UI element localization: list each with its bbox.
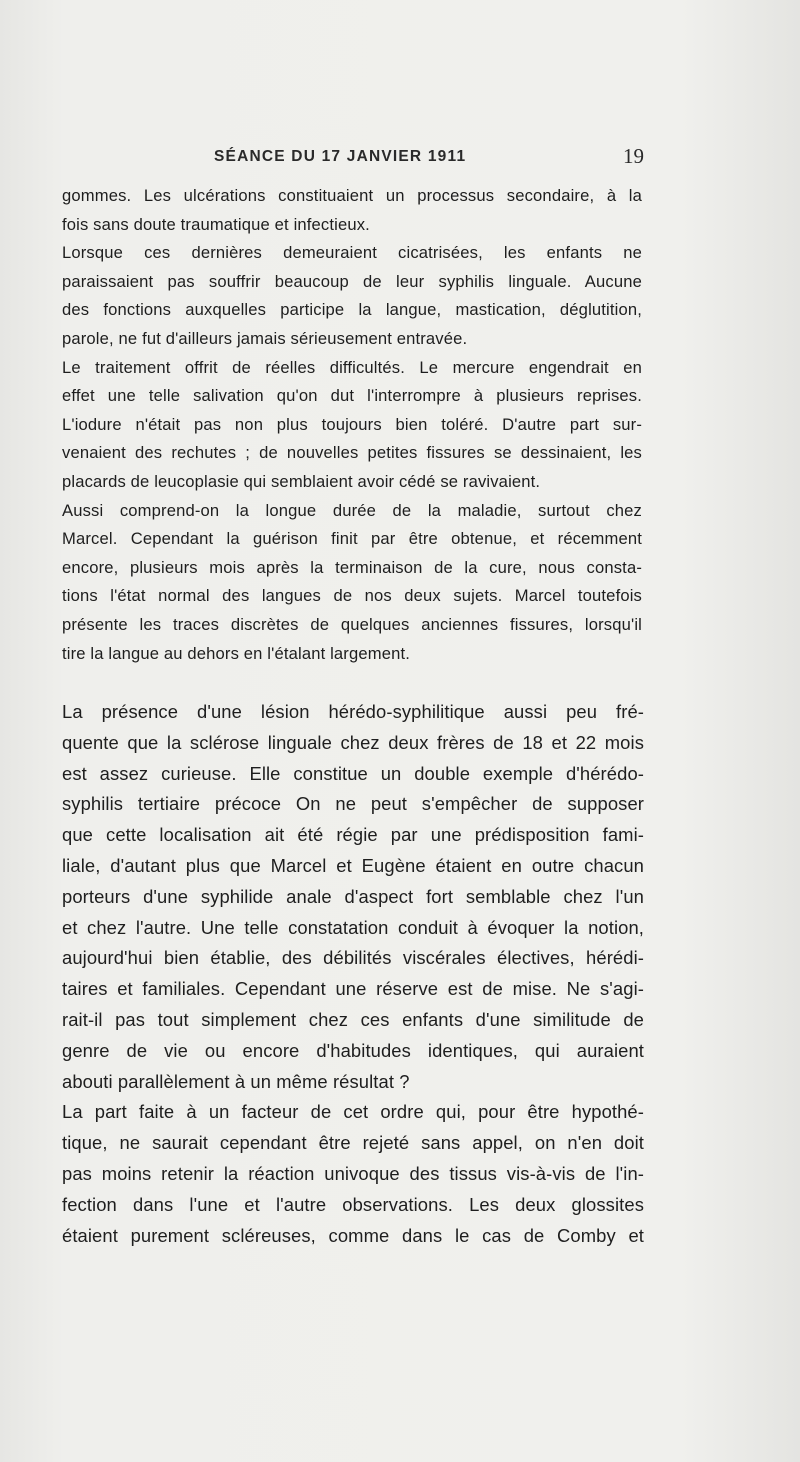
text-line: quente que la sclérose linguale chez deux frères de 18 et 22 mois — [62, 731, 644, 753]
paragraph — [62, 497, 642, 669]
page-header — [62, 146, 642, 176]
text-line: Lorsque ces dernières demeuraient cicatrisées, les enfants ne — [62, 243, 642, 263]
text-line: Aussi comprend-on la longue durée de la maladie, surtout chez — [62, 500, 642, 520]
running-head: SÉANCE DU 17 JANVIER 1911 — [214, 148, 467, 165]
text-line: présente les traces discrètes de quelques anciennes fissures, lorsqu'il — [62, 614, 642, 634]
paragraph — [62, 697, 644, 1097]
text-line: genre de vie ou encore d'habitudes identiques, qui auraient — [62, 1039, 644, 1061]
text-line: tire la langue au dehors en l'étalant largement. — [62, 643, 410, 663]
text-line: syphilis tertiaire précoce On ne peut s'empêcher de supposer — [62, 793, 644, 815]
text-line: Le traitement offrit de réelles difficultés. Le mercure engendrait en — [62, 357, 642, 377]
text-line: fection dans l'une et l'autre observations. Les deux glossites — [62, 1193, 644, 1215]
text-line: aujourd'hui bien établie, des débilités viscérales électives, hérédi- — [62, 947, 644, 969]
text-line: encore, plusieurs mois après la terminaison de la cure, nous consta- — [62, 557, 642, 577]
text-line: abouti parallèlement à un même résultat ? — [62, 1070, 410, 1092]
body-text-large — [62, 697, 644, 1251]
text-line: parole, ne fut d'ailleurs jamais sérieusement entravée. — [62, 328, 468, 348]
text-line: étaient purement scléreuses, comme dans le cas de Comby et — [62, 1224, 644, 1246]
text-line: gommes. Les ulcérations constituaient un processus secondaire, à la — [62, 186, 642, 205]
text-line: rait-il pas tout simplement chez ces enfants d'une similitude de — [62, 1008, 644, 1030]
paragraph — [62, 182, 642, 239]
text-line: liale, d'autant plus que Marcel et Eugène étaient en outre chacun — [62, 854, 644, 876]
paragraph — [62, 354, 642, 497]
text-line: L'iodure n'était pas non plus toujours bien toléré. D'autre part sur- — [62, 414, 642, 434]
text-line: La part faite à un facteur de cet ordre qui, pour être hypothé- — [62, 1101, 644, 1123]
body-text-small — [62, 182, 642, 668]
text-line: taires et familiales. Cependant une réserve est de mise. Ne s'agi- — [62, 978, 644, 1000]
text-line: paraissaient pas souffrir beaucoup de leur syphilis linguale. Aucune — [62, 271, 642, 291]
text-line: Marcel. Cependant la guérison finit par être obtenue, et récemment — [62, 529, 642, 549]
text-line: tions l'état normal des langues de nos deux sujets. Marcel toutefois — [62, 586, 642, 606]
text-line: que cette localisation ait été régie par une prédisposition fami- — [62, 824, 644, 846]
text-line: tique, ne saurait cependant être rejeté sans appel, on n'en doit — [62, 1132, 644, 1154]
text-line: venaient des rechutes ; de nouvelles petites fissures se dessinaient, les — [62, 443, 642, 463]
text-line: effet une telle salivation qu'on dut l'interrompre à plusieurs reprises. — [62, 386, 642, 406]
page-number: 19 — [623, 144, 644, 168]
text-line: La présence d'une lésion hérédo-syphilitique aussi peu fré- — [62, 701, 644, 722]
text-line: pas moins retenir la réaction univoque des tissus vis-à-vis de l'in- — [62, 1162, 644, 1184]
text-line: et chez l'autre. Une telle constatation conduit à évoquer la notion, — [62, 916, 644, 938]
text-line: des fonctions auxquelles participe la langue, mastication, déglutition, — [62, 300, 642, 320]
text-line: est assez curieuse. Elle constitue un double exemple d'hérédo- — [62, 762, 644, 784]
paragraph — [62, 1097, 644, 1251]
text-line: placards de leucoplasie qui semblaient avoir cédé se ravivaient. — [62, 471, 541, 491]
text-line: fois sans doute traumatique et infectieux. — [62, 214, 370, 234]
paragraph — [62, 239, 642, 353]
text-line: porteurs d'une syphilide anale d'aspect fort semblable chez l'un — [62, 885, 644, 907]
